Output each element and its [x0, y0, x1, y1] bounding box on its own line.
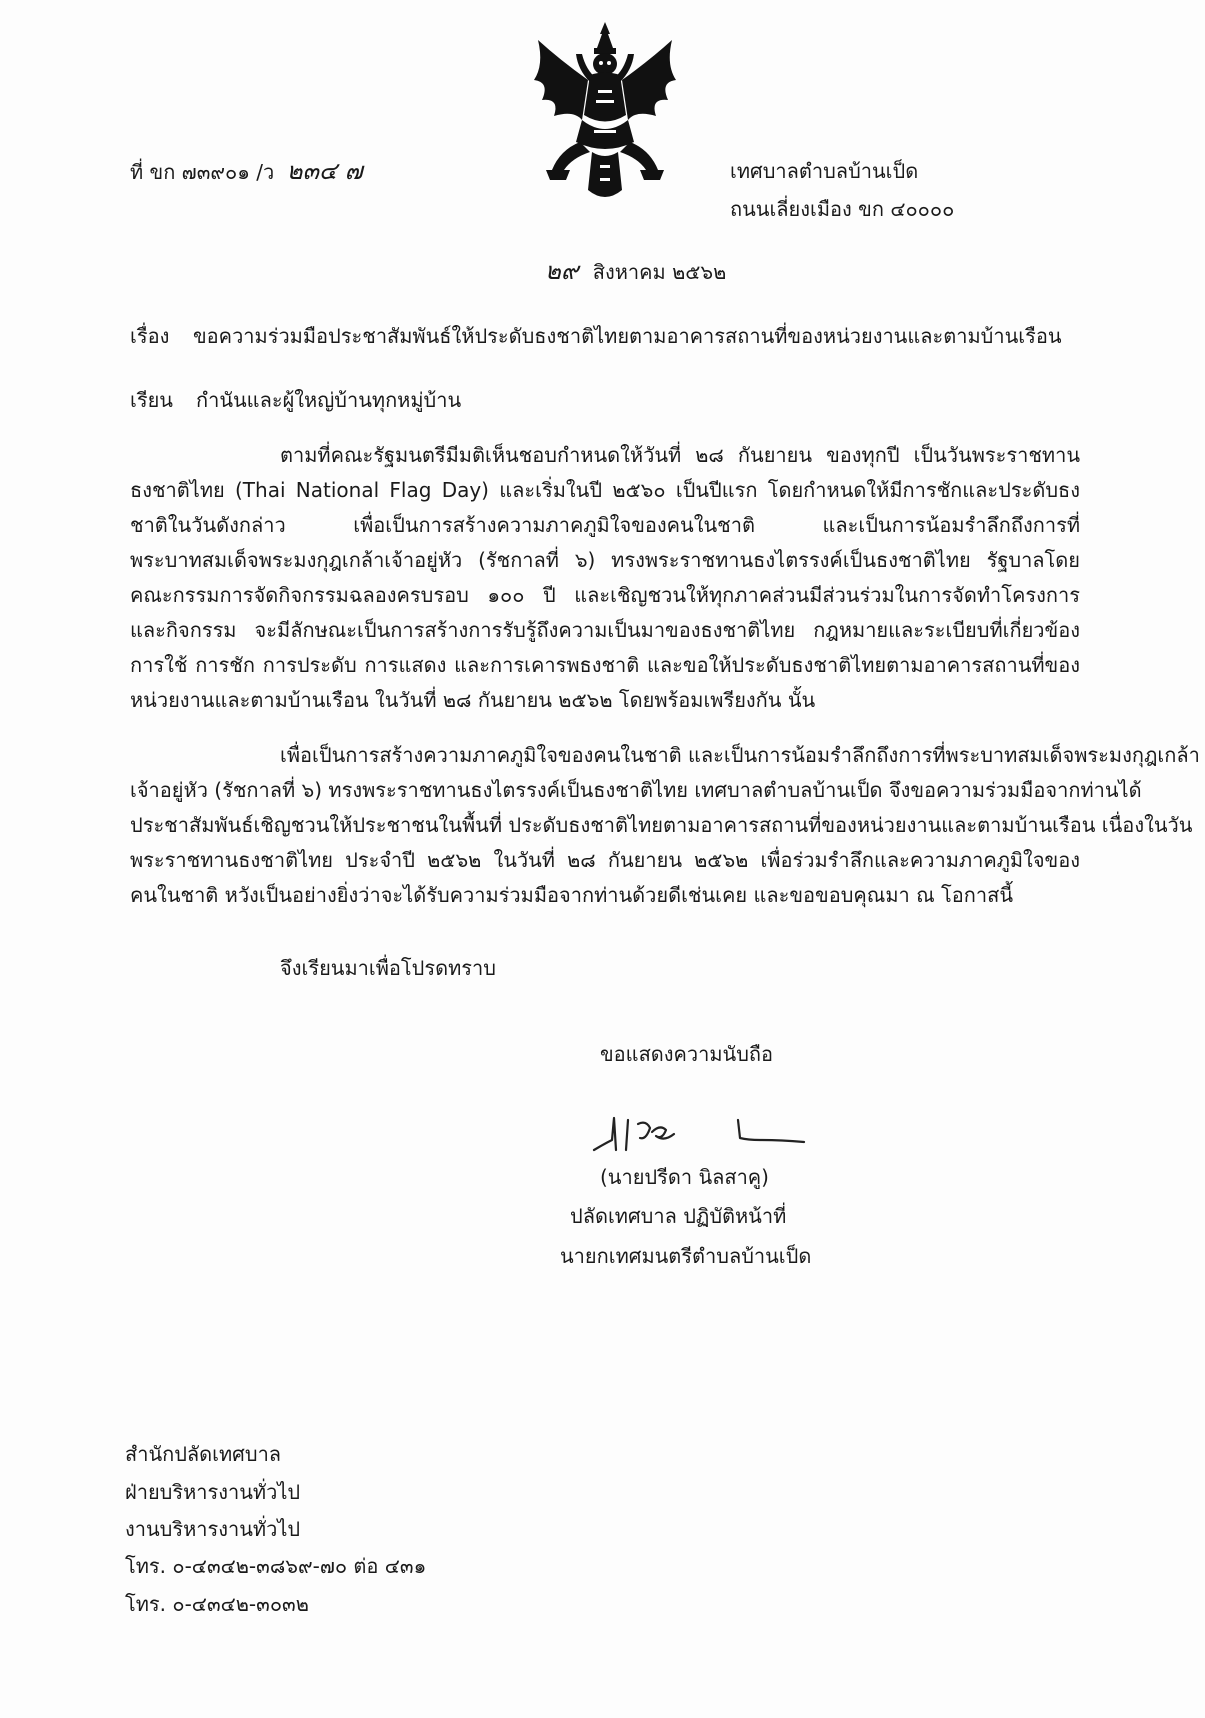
footer-line: ฝ่ายบริหารงานทั่วไป — [125, 1480, 301, 1504]
letter-date — [545, 257, 726, 286]
reference-number — [130, 157, 363, 186]
body-line: คนในชาติ หวังเป็นอย่างยิ่งว่าจะได้รับความร่วมมือจากท่านด้วยดีเช่นเคย และขอขอบคุณมา ณ โอกาสนี้ — [130, 883, 1013, 907]
reference-prefix: ที่ ขก ๗๓๙๐๑ /ว — [130, 160, 275, 184]
signer-position-2: นายกเทศมนตรีตำบลบ้านเป็ด — [560, 1244, 812, 1268]
body-line: ชาติในวันดังกล่าว เพื่อเป็นการสร้างความภาคภูมิใจของคนในชาติ และเป็นการน้อมรำลึกถึงการที่ — [130, 513, 1080, 537]
handwritten-signature-icon — [590, 1110, 810, 1160]
footer-line: งานบริหารงานทั่วไป — [125, 1517, 301, 1541]
subject-label: เรื่อง — [130, 324, 170, 348]
body-line: และกิจกรรม จะมีลักษณะเป็นการสร้างการรับรู้ถึงความเป็นมาของธงชาติไทย กฎหมายและระเบียบที่เกี่ยวข้อง — [130, 618, 1080, 642]
regards: ขอแสดงความนับถือ — [600, 1042, 774, 1066]
body-line: พระราชทานธงชาติไทย ประจำปี ๒๕๖๒ ในวันที่ ๒๘ กันยายน ๒๕๖๒ เพื่อร่วมรำลึกและความภาคภูมิใจของ — [130, 848, 1080, 872]
body-paragraph-1 — [130, 440, 1080, 720]
recipient-text: กำนันและผู้ใหญ่บ้านทุกหมู่บ้าน — [196, 388, 462, 412]
body-line: ตามที่คณะรัฐมนตรีมีมติเห็นชอบกำหนดให้วันที่ ๒๘ กันยายน ของทุกปี เป็นวันพระราชทาน — [280, 443, 1080, 467]
body-line: เจ้าอยู่หัว (รัชกาลที่ ๖) ทรงพระราชทานธงไตรรงค์เป็นธงชาติไทย เทศบาลตำบลบ้านเป็ด จึงขอความร่วมมือจากท่านได้ — [130, 778, 1142, 802]
body-line: ธงชาติไทย (Thai National Flag Day) และเริ่มในปี ๒๕๖๐ เป็นปีแรก โดยกำหนดให้มีการชักและประดับธง — [130, 478, 1080, 502]
body-line: พระบาทสมเด็จพระมงกุฎเกล้าเจ้าอยู่หัว (รัชกาลที่ ๖) ทรงพระราชทานธงไตรรงค์เป็นธงชาติไทย รัฐบาลโดย — [130, 548, 1080, 572]
body-line: เพื่อเป็นการสร้างความภาคภูมิใจของคนในชาติ และเป็นการน้อมรำลึกถึงการที่พระบาทสมเด็จพระมงกุฎเกล้า — [280, 743, 1200, 767]
footer-line: สำนักปลัดเทศบาล — [125, 1442, 282, 1466]
body-line: การใช้ การชัก การประดับ การแสดง และการเคารพธงชาติ และขอให้ประดับธงชาติไทยตามอาคารสถานที่ของ — [130, 653, 1080, 677]
body-line: ประชาสัมพันธ์เชิญชวนให้ประชาชนในพื้นที่ ประดับธงชาติไทยตามอาคารสถานที่ของหน่วยงานและตามบ้านเรือน เนื่องในวัน — [130, 813, 1193, 837]
office-name: เทศบาลตำบลบ้านเป็ด — [730, 159, 919, 183]
signer-position-1: ปลัดเทศบาล ปฏิบัติหน้าที่ — [570, 1204, 787, 1228]
recipient-label: เรียน — [130, 388, 173, 412]
footer-phone: โทร. ๐-๔๓๔๒-๓๘๖๙-๗๐ ต่อ ๔๓๑ — [125, 1554, 427, 1578]
body-line: หน่วยงานและตามบ้านเรือน ในวันที่ ๒๘ กันยายน ๒๕๖๒ โดยพร้อมเพรียงกัน นั้น — [130, 688, 816, 712]
footer-phone: โทร. ๐-๔๓๔๒-๓๐๓๒ — [125, 1592, 309, 1616]
office-address: ถนนเลี่ยงเมือง ขก ๔๐๐๐๐ — [730, 197, 955, 221]
subject-text: ขอความร่วมมือประชาสัมพันธ์ให้ประดับธงชาติไทยตามอาคารสถานที่ของหน่วยงานและตามบ้านเรือน — [193, 324, 1062, 348]
signer-name: (นายปรีดา นิลสาคู) — [600, 1165, 769, 1189]
body-paragraph-2 — [130, 740, 1200, 920]
garuda-emblem-icon — [530, 20, 680, 205]
date-month-year: สิงหาคม ๒๕๖๒ — [592, 260, 727, 284]
date-day-handwritten: ๒๙ — [545, 257, 579, 285]
reference-handwritten: ๒๓๔ ๗ — [286, 157, 363, 185]
closing-request: จึงเรียนมาเพื่อโปรดทราบ — [280, 956, 496, 980]
body-line: คณะกรรมการจัดกิจกรรมฉลองครบรอบ ๑๐๐ ปี และเชิญชวนให้ทุกภาคส่วนมีส่วนร่วมในการจัดทำโครงการ — [130, 583, 1080, 607]
